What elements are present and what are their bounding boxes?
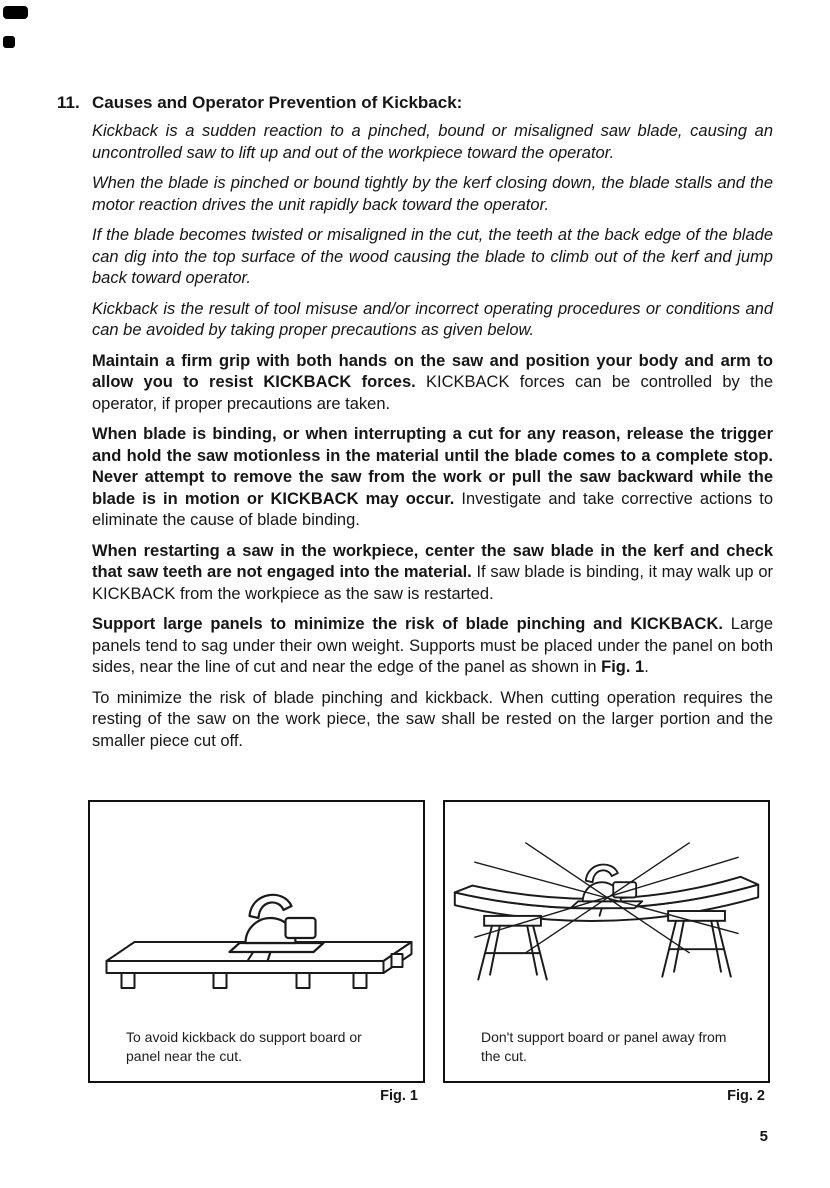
figure-1-caption: To avoid kickback do support board or panel near the cut.	[126, 1029, 362, 1064]
paragraph	[92, 121, 773, 164]
paragraph-text: If saw blade is binding, it may walk up or KICKBACK from the workpiece as the saw is restarted.	[92, 563, 773, 603]
figure-1-label: Fig. 1	[380, 1088, 418, 1104]
paragraph	[92, 299, 773, 342]
paragraph-text: KICKBACK forces can be controlled by the operator, if proper precautions are taken.	[92, 373, 773, 413]
paragraph-text: To minimize the risk of blade pinching and kickback. When cutting operation requires the resting of the saw on the work piece, the saw shall be rested on the larger portion and the smaller piece cut off.	[92, 688, 773, 750]
section-body	[92, 121, 773, 752]
page-content	[57, 92, 773, 761]
paragraph-text-bold: Maintain a firm grip with both hands on the saw and position your body and arm to allow you to resist KICKBACK forces.	[92, 351, 773, 391]
paragraph-text: If the blade becomes twisted or misaligned in the cut, the teeth at the back edge of the blade can dig into the top surface of the wood causing the blade to climb out of the kerf and jump back toward operator.	[92, 226, 773, 287]
paragraph	[92, 688, 773, 753]
paragraph	[92, 225, 773, 290]
figure-reference: Fig. 1	[601, 658, 645, 676]
paragraph	[92, 173, 773, 216]
section-number: 11.	[57, 93, 80, 112]
paragraph	[92, 541, 773, 606]
scan-artifact	[3, 6, 28, 19]
scan-artifact	[3, 36, 15, 48]
figure-2-label: Fig. 2	[727, 1088, 765, 1104]
sagging-board-on-sawhorses-illustration	[445, 806, 768, 1018]
paragraph	[92, 351, 773, 416]
paragraph	[92, 424, 773, 532]
paragraph-text: When the blade is pinched or bound tightly by the kerf closing down, the blade stalls and the motor reaction drives the unit rapidly back toward the operator.	[92, 174, 773, 214]
figure-2-box	[443, 800, 770, 1083]
paragraph-text: Large panels tend to sag under their own weight. Supports must be placed under the panel on both sides, near the line of cut and near the edge of the panel as shown in	[92, 615, 773, 676]
saw-on-supported-board-illustration	[90, 806, 423, 1018]
paragraph-text: Kickback is the result of tool misuse and/or incorrect operating procedures or conditions and can be avoided by taking proper precautions as given below.	[92, 299, 773, 339]
figure-2-caption: Don't support board or panel away from the cut.	[481, 1029, 727, 1064]
section-heading	[57, 92, 773, 113]
section-title: Causes and Operator Prevention of Kickback:	[92, 93, 463, 112]
figure-1-box	[88, 800, 425, 1083]
paragraph	[92, 614, 773, 679]
paragraph-text-bold: When blade is binding, or when interrupting a cut for any reason, release the trigger and hold the saw motionless in the material until the blade comes to a complete stop. Never attempt to remove the saw from the work or pull the saw backward while the blade is in motion or KICKBACK may occur.	[92, 425, 773, 508]
paragraph-text-bold: When restarting a saw in the workpiece, center the saw blade in the kerf and check that saw teeth are not engaged into the material.	[92, 541, 773, 581]
paragraph-text: .	[644, 658, 649, 676]
page-number: 5	[759, 1128, 768, 1145]
paragraph-text: Investigate and take corrective actions to eliminate the cause of blade binding.	[92, 489, 773, 529]
paragraph-text: Kickback is a sudden reaction to a pinched, bound or misaligned saw blade, causing an uncontrolled saw to lift up and out of the workpiece toward the operator.	[92, 122, 773, 162]
paragraph-text-bold: Support large panels to minimize the risk of blade pinching and KICKBACK.	[92, 615, 731, 633]
